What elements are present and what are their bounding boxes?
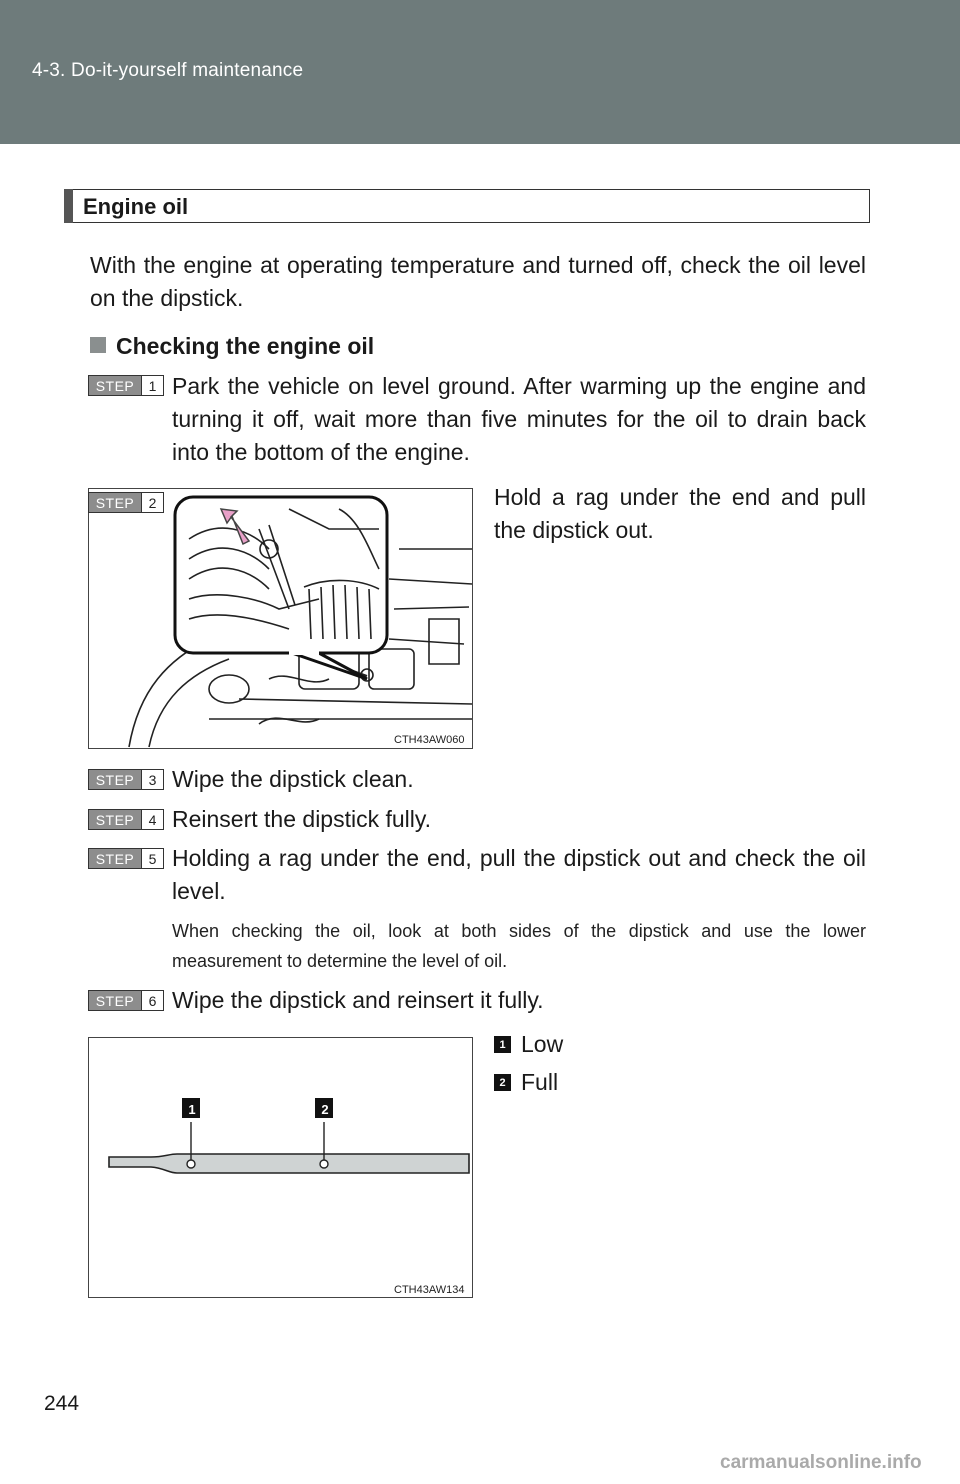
step-number: 5 xyxy=(141,849,163,868)
marker-label-full: 2 xyxy=(321,1101,329,1117)
step-label: STEP xyxy=(89,770,141,789)
note-text: When checking the oil, look at both sides of the dipstick and use the lower measurement to determine the level of oil. xyxy=(172,921,866,971)
watermark: carmanualsonline.info xyxy=(720,1452,922,1473)
step-badge-6 xyxy=(88,990,164,1011)
dipstick-illustration xyxy=(89,1038,472,1297)
step-3-text: Wipe the dipstick clean. xyxy=(172,766,414,792)
legend-item-low xyxy=(494,1031,563,1058)
engine-illustration xyxy=(89,489,472,748)
step-label: STEP xyxy=(89,849,141,868)
step-badge-2 xyxy=(88,492,164,513)
step-number: 3 xyxy=(141,770,163,789)
breadcrumb: 4-3. Do-it-yourself maintenance xyxy=(32,60,304,81)
legend-label: Low xyxy=(521,1031,564,1057)
step-number: 1 xyxy=(141,376,163,395)
subheading-text: Checking the engine oil xyxy=(116,333,375,359)
step-6-text: Wipe the dipstick and reinsert it fully. xyxy=(172,987,544,1013)
legend-number: 2 xyxy=(494,1074,511,1091)
page-header xyxy=(0,0,960,144)
section-title: Engine oil xyxy=(83,194,189,219)
step-badge-1 xyxy=(88,375,164,396)
section-title-bar xyxy=(64,189,870,223)
step-number: 4 xyxy=(141,810,163,829)
section-marker xyxy=(64,189,73,223)
step-5-text: Holding a rag under the end, pull the dipstick out and check the oil level. xyxy=(172,845,866,904)
step-label: STEP xyxy=(89,991,141,1010)
engine-figure xyxy=(88,488,473,749)
figure-code: CTH43AW134 xyxy=(394,1284,465,1296)
legend-item-full xyxy=(494,1069,558,1096)
step-badge-4 xyxy=(88,809,164,830)
marker-label-low: 1 xyxy=(188,1101,196,1117)
step-2-text: Hold a rag under the end and pull the dipstick out. xyxy=(494,484,866,543)
dipstick-figure xyxy=(88,1037,473,1298)
step-label: STEP xyxy=(89,376,141,395)
step-1-text: Park the vehicle on level ground. After warming up the engine and turning it off, wait more than five minutes for the oil to drain back into the bottom of the engine. xyxy=(172,373,866,465)
figure-code: CTH43AW060 xyxy=(394,734,465,746)
step-number: 6 xyxy=(141,991,163,1010)
intro-paragraph: With the engine at operating temperature and turned off, check the oil level on the dipstick. xyxy=(90,252,866,311)
legend-label: Full xyxy=(521,1069,559,1095)
step-4-text: Reinsert the dipstick fully. xyxy=(172,806,432,832)
step-badge-3 xyxy=(88,769,164,790)
step-label: STEP xyxy=(89,810,141,829)
step-number: 2 xyxy=(141,493,163,512)
page-number: 244 xyxy=(44,1392,80,1415)
step-label: STEP xyxy=(89,493,141,512)
legend-number: 1 xyxy=(494,1036,511,1053)
step-badge-5 xyxy=(88,848,164,869)
square-bullet-icon xyxy=(90,337,106,353)
subheading xyxy=(90,333,374,360)
